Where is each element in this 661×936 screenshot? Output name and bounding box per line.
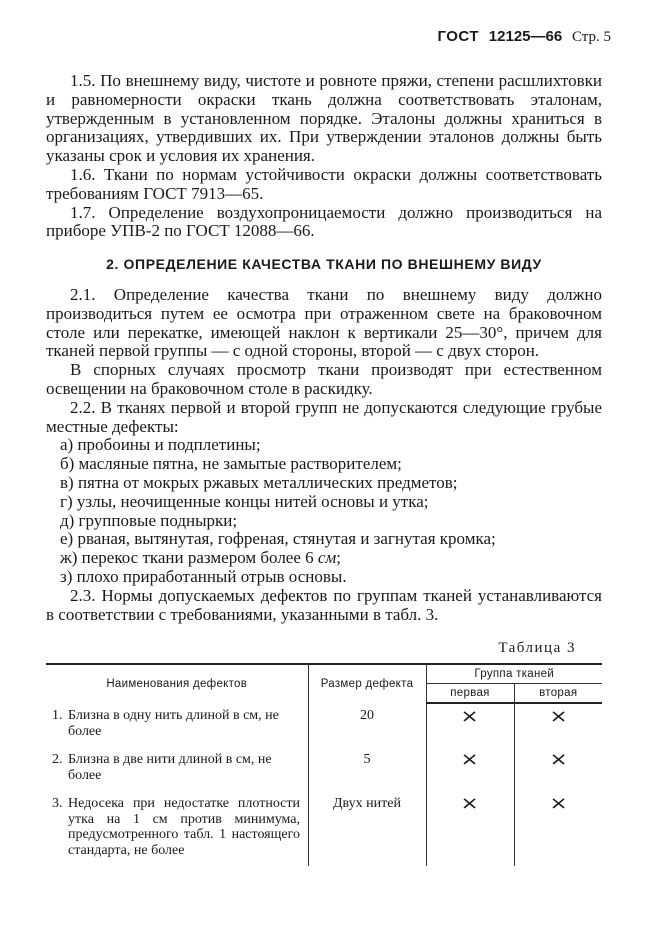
defect-zh-suffix: ;	[336, 548, 342, 568]
standard-label: ГОСТ	[437, 28, 480, 45]
defect-zh-text: ж) перекос ткани размером более 6	[60, 548, 314, 568]
row-number: 2.	[52, 752, 63, 767]
defect-name-cell	[46, 791, 308, 866]
header-defect-name: Наименования дефектов	[46, 664, 308, 703]
page-header	[437, 28, 611, 46]
defect-item: а) пробоины и подплетины;	[60, 435, 261, 455]
table-row	[46, 747, 602, 791]
defect-item: в) пятна от мокрых ржавых металлических предметов;	[60, 472, 458, 492]
mark-first-group	[426, 747, 514, 791]
cross-mark: ×	[549, 749, 568, 770]
table-caption: Таблица 3	[498, 640, 576, 656]
section-2-title: 2. ОПРЕДЕЛЕНИЕ КАЧЕСТВА ТКАНИ ПО ВНЕШНЕМУ ВИДУ	[106, 256, 542, 272]
defect-size: 5	[308, 747, 426, 791]
cross-mark: ×	[460, 706, 480, 727]
mark-second-group	[514, 791, 602, 866]
mark-first-group	[426, 791, 514, 866]
header-group-first: первая	[426, 684, 514, 704]
header-group-second: вторая	[514, 684, 602, 704]
paragraph-2-1-dispute: В спорных случаях просмотр ткани производят при естественном освещении на браковочном столе в раскидку.	[46, 360, 602, 398]
mark-second-group	[514, 703, 602, 747]
cross-mark: ×	[549, 793, 568, 814]
defect-item: е) рваная, вытянутая, гофреная, стянутая и загнутая кромка;	[60, 529, 496, 549]
paragraph-2-3: 2.3. Нормы допускаемых дефектов по группам тканей устанавливаются в соответствии с требованиями, указанными в табл. 3.	[46, 585, 602, 624]
page-number: Стр. 5	[571, 29, 611, 45]
table-row	[46, 791, 602, 866]
header-fabric-group: Группа тканей	[426, 664, 602, 684]
section-2-body	[46, 286, 602, 624]
header-defect-size: Размер дефекта	[308, 664, 426, 703]
paragraph-2-2: 2.2. В тканях первой и второй групп не допускаются следующие грубые местные дефекты:	[46, 397, 602, 436]
paragraph-2-1: 2.1. Определение качества ткани по внешнему виду должно производиться путем ее осмотра при отраженном свете на браковочном столе или перекатке, имеющей наклон к вертикали 25—30°, причем для тканей первой группы — с одной стороны, второй — с двух сторон.	[46, 285, 602, 361]
defect-name: Близна в две нити длиной в см, не более	[68, 752, 272, 783]
defect-item: б) масляные пятна, не замытые растворителем;	[60, 454, 402, 474]
paragraph-1-6: 1.6. Ткани по нормам устойчивости окраски должны соответствовать требованиям ГОСТ 7913—65.	[46, 164, 602, 203]
defect-name-cell	[46, 703, 308, 747]
mark-second-group	[514, 747, 602, 791]
defects-table	[46, 663, 602, 866]
defect-item: д) групповые поднырки;	[60, 510, 238, 530]
defect-item: з) плохо приработанный отрыв основы.	[60, 566, 347, 586]
cross-mark: ×	[460, 793, 480, 814]
paragraph-1-5: 1.5. По внешнему виду, чистоте и ровноте пряжи, степени расшлихтовки и равномерности окраски ткань должна соответствовать эталонам, утвержденным в установленном порядке. Эталоны должны храниться в организациях, утвердивших их. При утверждении эталонов должны быть указаны срок и условия их хранения.	[46, 71, 602, 166]
mark-first-group	[426, 703, 514, 747]
cross-mark: ×	[549, 706, 568, 727]
paragraph-1-7: 1.7. Определение воздухопроницаемости должно производиться на приборе УПВ-2 по ГОСТ 12088—66.	[46, 202, 602, 241]
standard-number: 12125—66	[488, 28, 563, 45]
defect-item: г) узлы, неочищенные концы нитей основы и утка;	[60, 491, 429, 511]
defect-name-cell	[46, 747, 308, 791]
table-row	[46, 703, 602, 747]
defect-name: Близна в одну нить длиной в см, не более	[68, 708, 279, 739]
defect-size: Двух нитей	[308, 791, 426, 866]
cross-mark: ×	[460, 749, 480, 770]
defect-name: Недосека при недостатке плотности утка на 1 см против минимума, предусмотренного табл. 1 настоящего стандарта, не более	[68, 796, 300, 858]
defect-item-zh	[46, 549, 602, 568]
section-1-continued	[46, 72, 602, 241]
defect-size: 20	[308, 703, 426, 747]
row-number: 3.	[52, 796, 63, 811]
defect-zh-unit: см	[317, 548, 337, 568]
row-number: 1.	[52, 708, 63, 723]
